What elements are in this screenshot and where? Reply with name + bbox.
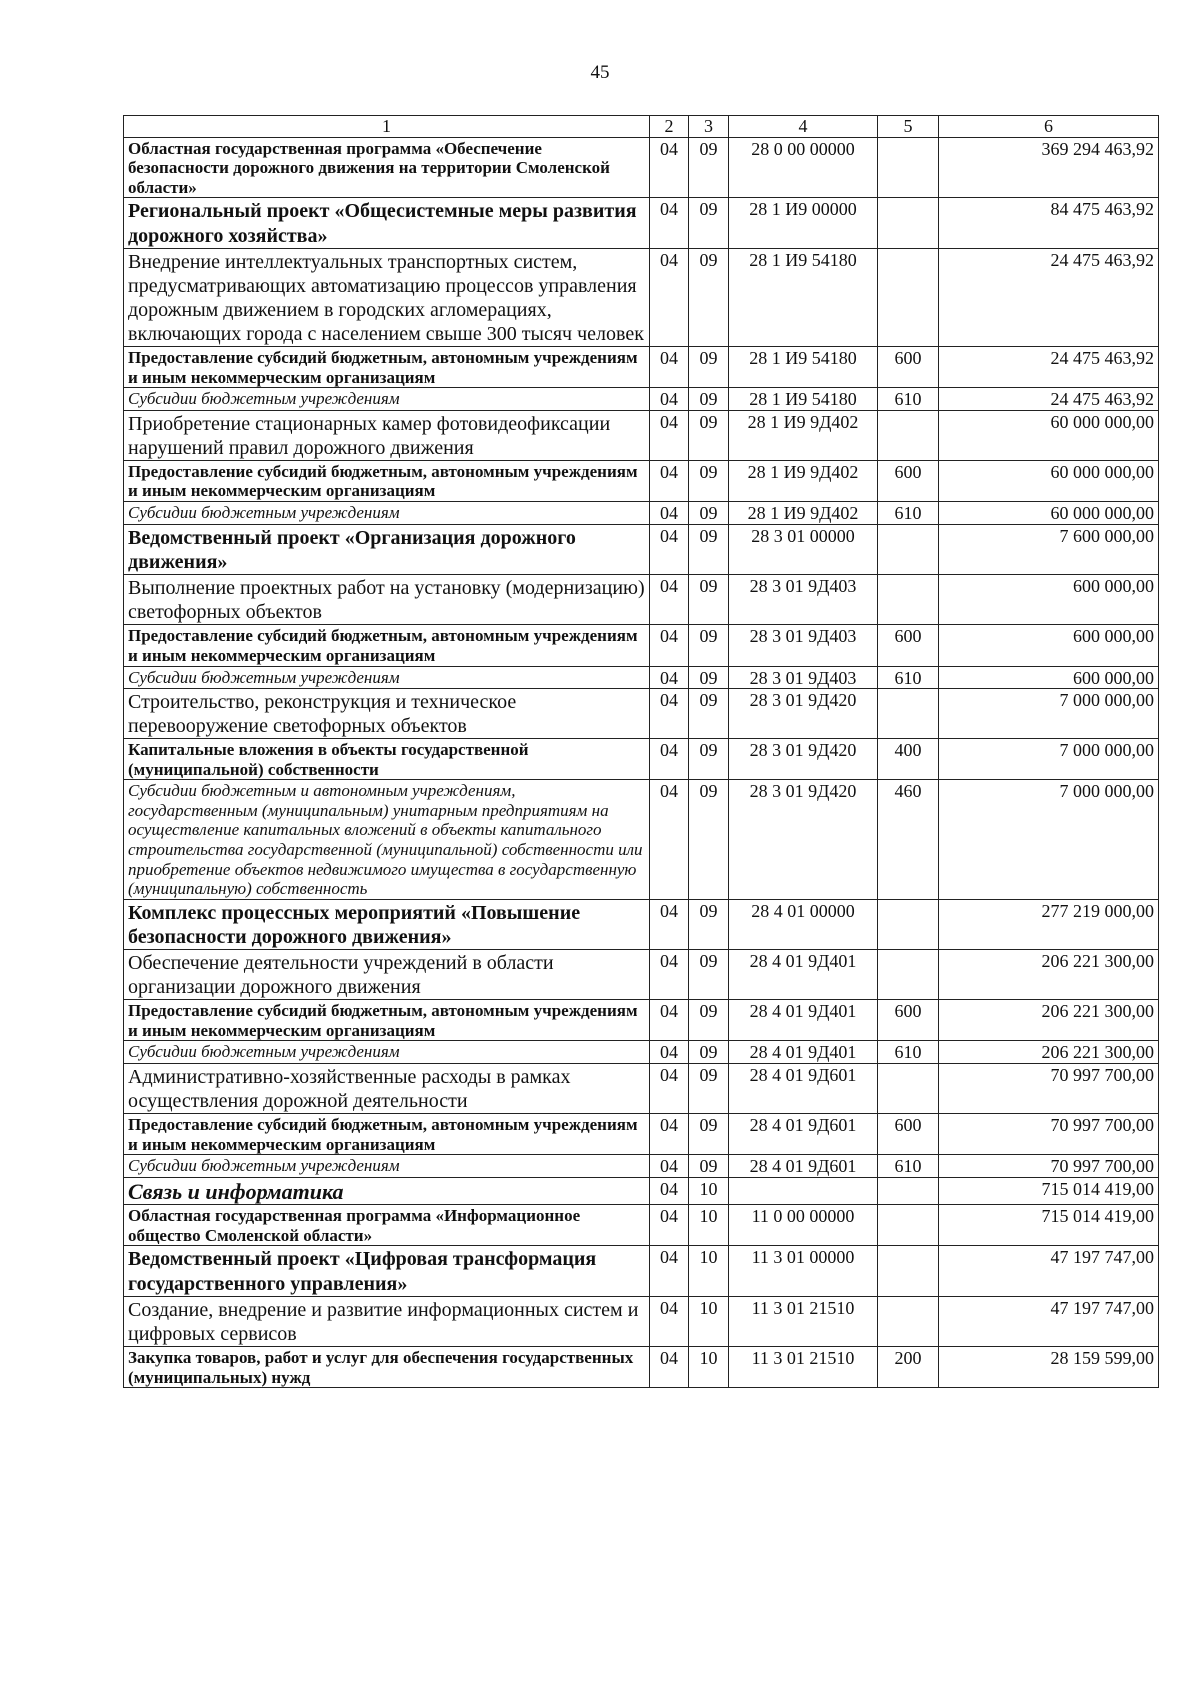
table-row: [124, 388, 1159, 411]
table-row: [124, 524, 1159, 575]
row-code: 11 0 00 00000: [729, 1205, 878, 1246]
row-expense-type: 610: [878, 388, 939, 411]
row-subsection: 09: [689, 347, 729, 388]
row-code: 28 1 И9 54180: [729, 347, 878, 388]
header-col-1: 1: [124, 116, 650, 138]
row-name: Создание, внедрение и развитие информационных систем и цифровых сервисов: [124, 1297, 650, 1347]
row-code: 28 3 01 9Д420: [729, 689, 878, 739]
row-code: 28 4 01 9Д601: [729, 1064, 878, 1114]
row-name: Приобретение стационарных камер фотовидеофиксации нарушений правил дорожного движения: [124, 410, 650, 460]
row-subsection: 09: [689, 410, 729, 460]
table-header-row: [124, 116, 1159, 138]
row-name: Областная государственная программа «Обеспечение безопасности дорожного движения на территории Смоленской области»: [124, 137, 650, 198]
row-code: 11 3 01 00000: [729, 1246, 878, 1297]
row-expense-type: [878, 1297, 939, 1347]
row-name: Ведомственный проект «Организация дорожного движения»: [124, 524, 650, 575]
table-row: [124, 198, 1159, 249]
row-section: 04: [650, 1114, 689, 1155]
row-subsection: 09: [689, 1155, 729, 1178]
row-expense-type: [878, 249, 939, 347]
row-section: 04: [650, 388, 689, 411]
row-amount: 60 000 000,00: [939, 501, 1159, 524]
table-row: [124, 780, 1159, 899]
table-row: [124, 1205, 1159, 1246]
row-section: 04: [650, 780, 689, 899]
row-amount: 715 014 419,00: [939, 1205, 1159, 1246]
row-name: Региональный проект «Общесистемные меры развития дорожного хозяйства»: [124, 198, 650, 249]
row-section: 04: [650, 137, 689, 198]
row-expense-type: [878, 1205, 939, 1246]
row-code: 28 3 01 00000: [729, 524, 878, 575]
row-name: Административно-хозяйственные расходы в рамках осуществления дорожной деятельности: [124, 1064, 650, 1114]
table-row: [124, 501, 1159, 524]
row-expense-type: 600: [878, 625, 939, 666]
row-section: 04: [650, 1205, 689, 1246]
row-subsection: 10: [689, 1246, 729, 1297]
row-amount: 24 475 463,92: [939, 249, 1159, 347]
row-section: 04: [650, 899, 689, 950]
row-name: Капитальные вложения в объекты государственной (муниципальной) собственности: [124, 739, 650, 780]
row-section: 04: [650, 1177, 689, 1204]
table-body: [124, 137, 1159, 1388]
row-code: 28 1 И9 9Д402: [729, 460, 878, 501]
row-amount: 206 221 300,00: [939, 1041, 1159, 1064]
row-expense-type: [878, 137, 939, 198]
row-name: Субсидии бюджетным и автономным учреждениям, государственным (муниципальным) унитарным предприятиям на осуществление капитальных вложений в объекты капитального строительства государственной (муниципальной) собственности или приобретение объектов недвижимого имущества в государственную (муниципальную) собственность: [124, 780, 650, 899]
row-expense-type: [878, 689, 939, 739]
row-name: Субсидии бюджетным учреждениям: [124, 666, 650, 689]
row-code: 28 4 01 00000: [729, 899, 878, 950]
row-section: 04: [650, 347, 689, 388]
row-subsection: 09: [689, 249, 729, 347]
row-name: Внедрение интеллектуальных транспортных систем, предусматривающих автоматизацию процессов управления дорожным движением в городских агломерациях, включающих города с населением свыше 300 тысяч человек: [124, 249, 650, 347]
row-name: Областная государственная программа «Информационное общество Смоленской области»: [124, 1205, 650, 1246]
row-code: 28 4 01 9Д401: [729, 950, 878, 1000]
row-amount: 715 014 419,00: [939, 1177, 1159, 1204]
row-name: Комплекс процессных мероприятий «Повышение безопасности дорожного движения»: [124, 899, 650, 950]
row-expense-type: [878, 198, 939, 249]
row-section: 04: [650, 1297, 689, 1347]
row-name: Закупка товаров, работ и услуг для обеспечения государственных (муниципальных) нужд: [124, 1347, 650, 1388]
row-subsection: 09: [689, 625, 729, 666]
row-section: 04: [650, 689, 689, 739]
row-section: 04: [650, 1041, 689, 1064]
row-expense-type: [878, 1064, 939, 1114]
row-subsection: 09: [689, 388, 729, 411]
row-code: 28 3 01 9Д403: [729, 625, 878, 666]
row-expense-type: 610: [878, 666, 939, 689]
table-row: [124, 410, 1159, 460]
row-subsection: 09: [689, 780, 729, 899]
row-expense-type: [878, 410, 939, 460]
row-code: 28 4 01 9Д401: [729, 1041, 878, 1064]
table-row: [124, 625, 1159, 666]
header-col-6: 6: [939, 116, 1159, 138]
row-expense-type: [878, 950, 939, 1000]
row-expense-type: 610: [878, 501, 939, 524]
row-code: 28 1 И9 9Д402: [729, 410, 878, 460]
row-code: 11 3 01 21510: [729, 1297, 878, 1347]
row-expense-type: 600: [878, 347, 939, 388]
row-subsection: 09: [689, 666, 729, 689]
row-expense-type: [878, 524, 939, 575]
row-expense-type: 610: [878, 1041, 939, 1064]
row-name: Выполнение проектных работ на установку (модернизацию) светофорных объектов: [124, 575, 650, 625]
row-amount: 7 000 000,00: [939, 780, 1159, 899]
row-amount: 7 600 000,00: [939, 524, 1159, 575]
row-amount: 7 000 000,00: [939, 739, 1159, 780]
row-expense-type: [878, 899, 939, 950]
row-amount: 84 475 463,92: [939, 198, 1159, 249]
row-expense-type: 460: [878, 780, 939, 899]
row-code: 28 1 И9 54180: [729, 388, 878, 411]
row-amount: 60 000 000,00: [939, 460, 1159, 501]
table-row: [124, 1155, 1159, 1178]
row-subsection: 10: [689, 1205, 729, 1246]
page-number: 45: [590, 62, 610, 83]
row-section: 04: [650, 950, 689, 1000]
row-amount: 28 159 599,00: [939, 1347, 1159, 1388]
table-row: [124, 137, 1159, 198]
row-subsection: 09: [689, 198, 729, 249]
row-section: 04: [650, 410, 689, 460]
table-row: [124, 1114, 1159, 1155]
row-code: 28 1 И9 54180: [729, 249, 878, 347]
row-code: 28 1 И9 00000: [729, 198, 878, 249]
row-amount: 206 221 300,00: [939, 950, 1159, 1000]
row-expense-type: [878, 1246, 939, 1297]
budget-table: [123, 115, 1159, 1388]
row-code: 28 1 И9 9Д402: [729, 501, 878, 524]
row-subsection: 09: [689, 524, 729, 575]
row-expense-type: 600: [878, 1000, 939, 1041]
row-section: 04: [650, 460, 689, 501]
row-amount: 70 997 700,00: [939, 1064, 1159, 1114]
row-name: Предоставление субсидий бюджетным, автономным учреждениям и иным некоммерческим организациям: [124, 347, 650, 388]
row-name: Предоставление субсидий бюджетным, автономным учреждениям и иным некоммерческим организациям: [124, 1000, 650, 1041]
row-name: Предоставление субсидий бюджетным, автономным учреждениям и иным некоммерческим организациям: [124, 1114, 650, 1155]
row-amount: 600 000,00: [939, 625, 1159, 666]
row-code: 28 0 00 00000: [729, 137, 878, 198]
table-row: [124, 1246, 1159, 1297]
row-name: Предоставление субсидий бюджетным, автономным учреждениям и иным некоммерческим организациям: [124, 460, 650, 501]
table-row: [124, 575, 1159, 625]
row-section: 04: [650, 1155, 689, 1178]
row-name: Субсидии бюджетным учреждениям: [124, 1041, 650, 1064]
row-section: 04: [650, 1246, 689, 1297]
row-expense-type: [878, 575, 939, 625]
row-subsection: 09: [689, 1000, 729, 1041]
row-code: 28 4 01 9Д401: [729, 1000, 878, 1041]
row-name: Ведомственный проект «Цифровая трансформация государственного управления»: [124, 1246, 650, 1297]
row-expense-type: 200: [878, 1347, 939, 1388]
row-subsection: 09: [689, 575, 729, 625]
row-code: 28 4 01 9Д601: [729, 1114, 878, 1155]
row-subsection: 09: [689, 899, 729, 950]
row-section: 04: [650, 666, 689, 689]
row-section: 04: [650, 1064, 689, 1114]
row-section: 04: [650, 1000, 689, 1041]
row-expense-type: 600: [878, 460, 939, 501]
row-subsection: 10: [689, 1297, 729, 1347]
row-name: Связь и информатика: [124, 1177, 650, 1204]
table-row: [124, 1347, 1159, 1388]
row-name: Обеспечение деятельности учреждений в области организации дорожного движения: [124, 950, 650, 1000]
table-row: [124, 689, 1159, 739]
table-row: [124, 1000, 1159, 1041]
row-name: Строительство, реконструкция и техническое перевооружение светофорных объектов: [124, 689, 650, 739]
row-section: 04: [650, 501, 689, 524]
header-col-3: 3: [689, 116, 729, 138]
row-code: 11 3 01 21510: [729, 1347, 878, 1388]
header-col-4: 4: [729, 116, 878, 138]
row-subsection: 09: [689, 1041, 729, 1064]
row-name: Предоставление субсидий бюджетным, автономным учреждениям и иным некоммерческим организациям: [124, 625, 650, 666]
row-code: 28 3 01 9Д403: [729, 666, 878, 689]
row-subsection: 10: [689, 1177, 729, 1204]
row-section: 04: [650, 575, 689, 625]
table-row: [124, 1041, 1159, 1064]
row-subsection: 09: [689, 1064, 729, 1114]
row-section: 04: [650, 249, 689, 347]
table-row: [124, 1297, 1159, 1347]
row-subsection: 09: [689, 689, 729, 739]
row-code: [729, 1177, 878, 1204]
row-subsection: 09: [689, 1114, 729, 1155]
row-subsection: 09: [689, 501, 729, 524]
row-expense-type: 600: [878, 1114, 939, 1155]
row-name: Субсидии бюджетным учреждениям: [124, 1155, 650, 1178]
table-row: [124, 739, 1159, 780]
row-amount: 7 000 000,00: [939, 689, 1159, 739]
table-row: [124, 899, 1159, 950]
table-row: [124, 950, 1159, 1000]
row-code: 28 3 01 9Д403: [729, 575, 878, 625]
table-row: [124, 347, 1159, 388]
row-section: 04: [650, 524, 689, 575]
row-section: 04: [650, 1347, 689, 1388]
table-row: [124, 249, 1159, 347]
row-amount: 600 000,00: [939, 666, 1159, 689]
table-row: [124, 460, 1159, 501]
row-amount: 277 219 000,00: [939, 899, 1159, 950]
row-expense-type: 610: [878, 1155, 939, 1178]
row-expense-type: [878, 1177, 939, 1204]
header-col-5: 5: [878, 116, 939, 138]
row-amount: 24 475 463,92: [939, 388, 1159, 411]
row-expense-type: 400: [878, 739, 939, 780]
row-code: 28 3 01 9Д420: [729, 780, 878, 899]
row-subsection: 09: [689, 460, 729, 501]
header-col-2: 2: [650, 116, 689, 138]
row-subsection: 09: [689, 137, 729, 198]
row-section: 04: [650, 739, 689, 780]
row-subsection: 09: [689, 739, 729, 780]
row-subsection: 10: [689, 1347, 729, 1388]
table-row: [124, 666, 1159, 689]
row-section: 04: [650, 625, 689, 666]
row-name: Субсидии бюджетным учреждениям: [124, 388, 650, 411]
row-amount: 60 000 000,00: [939, 410, 1159, 460]
row-amount: 369 294 463,92: [939, 137, 1159, 198]
table-row: [124, 1177, 1159, 1204]
row-amount: 47 197 747,00: [939, 1297, 1159, 1347]
row-code: 28 4 01 9Д601: [729, 1155, 878, 1178]
table-row: [124, 1064, 1159, 1114]
row-subsection: 09: [689, 950, 729, 1000]
row-amount: 206 221 300,00: [939, 1000, 1159, 1041]
row-code: 28 3 01 9Д420: [729, 739, 878, 780]
row-amount: 70 997 700,00: [939, 1114, 1159, 1155]
row-name: Субсидии бюджетным учреждениям: [124, 501, 650, 524]
row-amount: 24 475 463,92: [939, 347, 1159, 388]
row-section: 04: [650, 198, 689, 249]
row-amount: 600 000,00: [939, 575, 1159, 625]
row-amount: 70 997 700,00: [939, 1155, 1159, 1178]
row-amount: 47 197 747,00: [939, 1246, 1159, 1297]
